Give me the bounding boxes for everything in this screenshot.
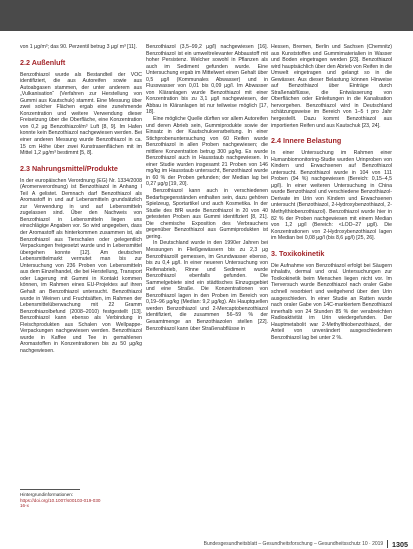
paragraph: In einer Untersuchung im Rahmen einer Humanbiomonitoring-Studie wurden Urinproben von Kindern und Erwachsenen auf Benzothiazol untersucht. Benzothiazol wurde in 104 von 111 Proben (94 %) nachgewiesen (Bereich: 0,15–4,5 µg/l). In einer weiteren Untersuchung in China wurde Benzothiazol und verschiedene Benzothiazol-Derivate im Urin von Kindern und Erwachsenen untersucht (Benzothiazol, 2-Hydroxybenzothiazol, 2-Methylthiobenzothiazol). Benzothiazol wurde hier in 82 % der Proben nachgewiesen mit einem Median von 1,2 µg/l (Bereich: <LOD–27 µg/l). Die Konzentrationen von 2-Hydroxybenzothiazol lagen im Median bei 0,08 µg/l (bis 8,6 µg/l) [25, 26].	[271, 150, 392, 242]
paragraph: Benzothiazol (3,5–99,2 µg/l) nachgewiesen [16]. Benzothiazol ist ein umweltrelevanter Abbaustoff mit hoher Persistenz. Welcher sowohl in Pflanzen als auch im Sediment gefunden wurde. Eine Untersuchung ergab im Mittelwert einen Gehalt über 0,5 µg/l (Kommunales Abwasser) und in Flusswasser von 0,01 bis 0,09 µg/l. Im Abwasser von Kläranlagen wurde Benzothiazol mit einer Konzentration bis zu 3,1 µg/l nachgewiesen, der Abbau in Kläranlagen ist nur teilweise möglich [17, 18].	[146, 44, 268, 116]
paragraph: Hessen, Bremen, Berlin und Sachsen (Chemnitz) aus Kunststoffen und Gummimaterialien in Wasser und Boden eingetragen werden [23]. Benzothiazol wird hauptsächlich über den Abrieb von Reifen in die Umwelt eingetragen und gelangt so in die Gewässer. Aus dieser Belastung können Hinweise auf Benzothiazol über Einträge durch Straßenabflüsse, die Entwässerung von Oberflächen oder Einleitungen in die Kanalisation hervorgehen. Benzothiazol wird in Deutschland schätzungsweise im Bereich von 1–5 t pro Jahr hergestellt. Dazu kommt Benzothiazol aus importierten Reifen und aus Kautschuk [23, 24].	[271, 44, 392, 129]
footnote	[20, 489, 102, 509]
text-column-3	[271, 44, 392, 341]
doi-link[interactable]: https://doi.org/10.1007/s00103-019-03016-x	[20, 497, 101, 509]
text-column-1	[20, 44, 142, 354]
header-bar	[0, 0, 413, 31]
page-footer	[150, 539, 408, 549]
paragraph: Benzothiazol kann auch in verschiedenen Bedarfsgegenständen enthalten sein, dazu gehören Spielzeug, Sportartikel und auch Kosmetika. In der Studie des BfR wurde Benzothiazol in 20 von 40 getesteten Proben aus Gummi identifiziert [8, 21]. Die chemische Exposition des Verbrauchers gegenüber Benzothiazol aus Gummiprodukten ist gering.	[146, 188, 268, 240]
footnote-text: Hintergrundinformationen:	[20, 492, 74, 497]
paragraph: von 1 µg/m³; das 90. Perzentil betrug 3 µg/ m³ [11].	[20, 44, 137, 50]
paragraph: Benzothiazol wurde als Bestandteil der VOC identifiziert, die aus Autoreifen sowie aus Autoabgasen stammen, der unter anderem aus „Vulkanisation“ (Verfahren zur Herstellung von Gummi aus Kautschuk) stammt. Eine Messung über zwei solcher Flächen ergab eine zunehmende Konzentration und weitere Verwendung dieser Freisetzung über die Oberfläche, eine Konzentration von 0,2 µg Benzothiazol/m³ Luft [8, 9]. Im Hafen konnte kein Benzothiazol nachgewiesen werden. Bei einer anderen Messung wurde Benzothiazol in ca. 15 cm Höhe über zwei Kunstrasenflächen mit im Mittel 1,2 µg/m³ bestimmt [5, 8].	[20, 71, 142, 157]
section-heading: 2.3 Nahrungsmittel/Produkte	[20, 163, 118, 173]
section-heading: 2.4 Innere Belastung	[271, 136, 342, 146]
footnote-divider	[20, 489, 80, 490]
paragraph: Eine mögliche Quelle dürften vor allem Autoreifen und deren Abrieb sein, Gummiprodukte sowie der Einsatz in der Kautschukverarbeitung. In einer Stichprobenuntersuchung von 60 Reifen wurde Benzothiazol in allen Proben nachgewiesen; die mittlere Konzentration betrug 300 µg/kg. Es wurde Benzothiazol auch in Hausstaub nachgewiesen. In einer Studie wurden insgesamt 21 Proben von 146 mg/kg im Hausstaub untersucht, Benzothiazol wurde in 60 % der Proben gefunden; der Median lag bei 0,27 µg/g [19, 20].	[146, 116, 268, 188]
text-column-2	[146, 44, 268, 332]
journal-name: Bundesgesundheitsblatt – Gesundheitsforschung – Gesundheitsschutz 10 · 2019	[203, 541, 384, 547]
footer-divider	[387, 540, 388, 548]
section-heading: 3. Toxikokinetik	[271, 248, 325, 258]
paragraph: Die Aufnahme von Benzothiazol erfolgt bei Säugern inhalativ, dermal und oral. Untersuchungen zur Toxikokinetik beim Menschen liegen nicht vor. Im Tierversuch wurde Benzothiazol nach oraler Gabe schnell resorbiert und weitgehend über den Urin ausgeschieden. In einer Studie an Ratten wurde nach oraler Gabe von 14C-markiertem Benzothiazol innerhalb von 24 Stunden 85 % der verabreichten Radioaktivität im Urin wiedergefunden. Der Hauptmetabolit war 2-Methylthiobenzothiazol, der Anteil von unverändert ausgeschiedenem Benzothiazol lag bei unter 2 %.	[271, 262, 392, 341]
paragraph: In der europäischen Verordnung (EG) Nr. 1334/2008 (Aromenverordnung) ist Benzothiazol in Anhang I Teil A gelistet. Demnach darf Benzothiazol als Aromastoff in und auf Lebensmitteln grundsätzlich zur Verwendung in und auf Lebensmitteln zugelassen sind. Über den Nachweis von Benzothiazol in Lebensmitteln liegen uns einschlägige Angaben vor. So wird angegeben, dass der Aromastoff als hinterkommen zusammen ist, als Benzothiazol aus Tierschalen oder gelegentlich Verpackungen freigesetzt wurde und in Lebensmittel übergehen konnte [12]. Am deutschen Lebensmittelmarkt vermutet man bis zur Untersuchung von 236 Proben von Lebensmitteln aus dem Einzelhandel, die bei Herstellung, Transport oder Lagerung mit Gummi in Kontakt kommen können, im Rahmen eines EU-Projektes auf ihren Gehalt an Benzothiazol untersucht. Benzothiazol wurde in Weinen und Fruchtsäften, im Rahmen der Lebensmittelüberwachung mit 22 Gramm Benzothiazolbefund (2008–2010) festgestellt [13]. Benzothiazol kann ebenso als Verbindung in Fleischprodukten aus Schalen von Wellpappe-Verpackungen nachgewiesen werden. Benzothiazol wurde in Kaffee und Tee in gemahlenen Aromastoffen in Konzentrationen bis zu 50 µg/kg nachgewiesen.	[20, 177, 142, 354]
paragraph: In Deutschland wurde in den 1990er Jahren bei Messungen in Fließgewässern bis zu 2,3 µg Benzothiazol/l gemessen, im Grundwasser ebenso, bis zu 0,4 µg/l. In einer neueren Untersuchung von Reifenabrieb, Rinne und Sediment wurde Benzothiazol ebenfalls gefunden. Die Sammelgebiete sind ein städtisches Einzugsgebiet und eine Straße. Die Konzentrationen von Benzothiazol lagen in den Proben im Bereich von 0,19–96 µg/kg (Median: 9,2 µg/kg). Als Hauptquellen werden Benzothiazol und 2-Mercaptobenzothiazol identifiziert, die zusammen 56–59 % der Gesamtmenge an Benzothiazolen stellen [22]. Benzothiazol kann über Straßenabflüsse in	[146, 240, 268, 332]
section-heading: 2.2 Außenluft	[20, 57, 66, 67]
page-number: 1305	[392, 539, 408, 549]
